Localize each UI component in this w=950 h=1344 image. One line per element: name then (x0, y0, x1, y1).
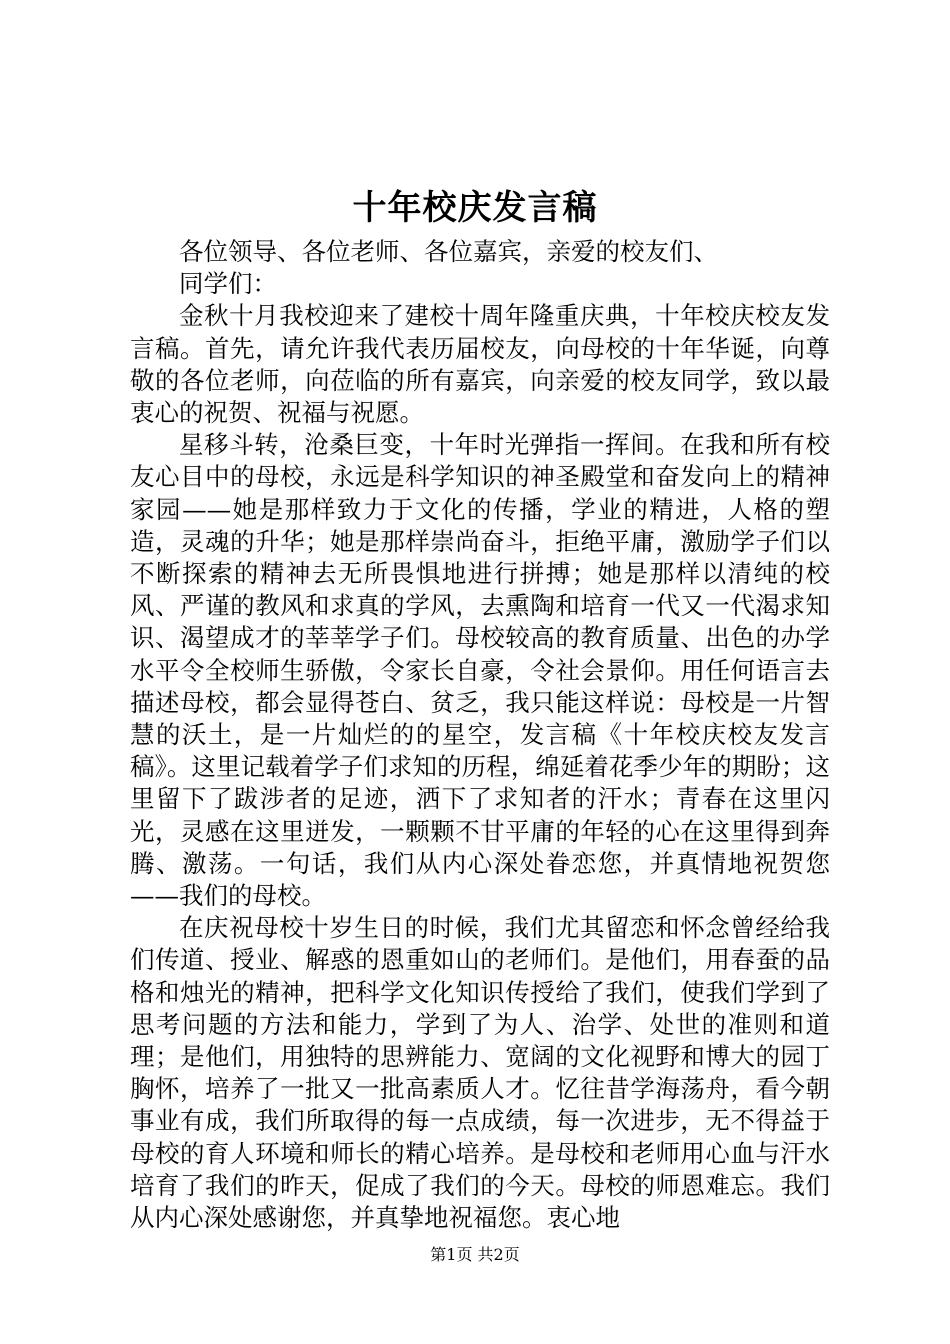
page-number-footer: 第1页 共2页 (430, 1245, 520, 1264)
paragraph-teachers: 在庆祝母校十岁生日的时候，我们尤其留恋和怀念曾经给我们传道、授业、解惑的恩重如山的老师们。是他们，用春蚕的品格和烛光的精神，把科学文化知识传授给了我们，使我们学到了思考问题的方法和能力，学到了为人、治学、处世的准则和道理；是他们，用独特的思辨能力、宽阔的文化视野和博大的园丁胸怀，培养了一批又一批高素质人才。忆往昔学海荡舟，看今朝事业有成，我们所取得的每一点成绩，每一次进步，无不得益于母校的育人环境和师长的精心培养。是母校和老师用心血与汗水培育了我们的昨天，促成了我们的今天。母校的师恩难忘。我们从内心深处感谢您，并真挚地祝福您。衷心地 (130, 913, 830, 1233)
document-title: 十年校庆发言稿 (352, 188, 598, 228)
salutation-line-1: 各位领导、各位老师、各位嘉宾，亲爱的校友们、 (179, 237, 718, 266)
document-body (130, 236, 830, 1234)
paragraph-alma-mater: 星移斗转，沧桑巨变，十年时光弹指一挥间。在我和所有校友心目中的母校，永远是科学知识的神圣殿堂和奋发向上的精神家园——她是那样致力于文化的传播，学业的精进，人格的塑造，灵魂的升华；她是那样崇尚奋斗，拒绝平庸，激励学子们以不断探索的精神去无所畏惧地进行拼搏；她是那样以清纯的校风、严谨的教风和求真的学风，去熏陶和培育一代又一代渴求知识、渴望成才的莘莘学子们。母校较高的教育质量、出色的办学水平令全校师生骄傲，令家长自豪，令社会景仰。用任何语言去描述母校，都会显得苍白、贫乏，我只能这样说：母校是一片智慧的沃土，是一片灿烂的的星空，发言稿《十年校庆校友发言稿》。这里记载着学子们求知的历程，绵延着花季少年的期盼；这里留下了跋涉者的足迹，洒下了求知者的汗水；青春在这里闪光，灵感在这里迸发，一颗颗不甘平庸的年轻的心在这里得到奔腾、激荡。一句话，我们从内心深处眷恋您，并真情地祝贺您——我们的母校。 (130, 430, 830, 911)
paragraph-opening: 金秋十月我校迎来了建校十周年隆重庆典，十年校庆校友发言稿。首先，请允许我代表历届校友，向母校的十年华诞，向尊敬的各位老师，向莅临的所有嘉宾，向亲爱的校友同学，致以最衷心的祝贺、祝福与祝愿。 (130, 301, 830, 428)
salutation-line-2: 同学们： (179, 269, 277, 299)
